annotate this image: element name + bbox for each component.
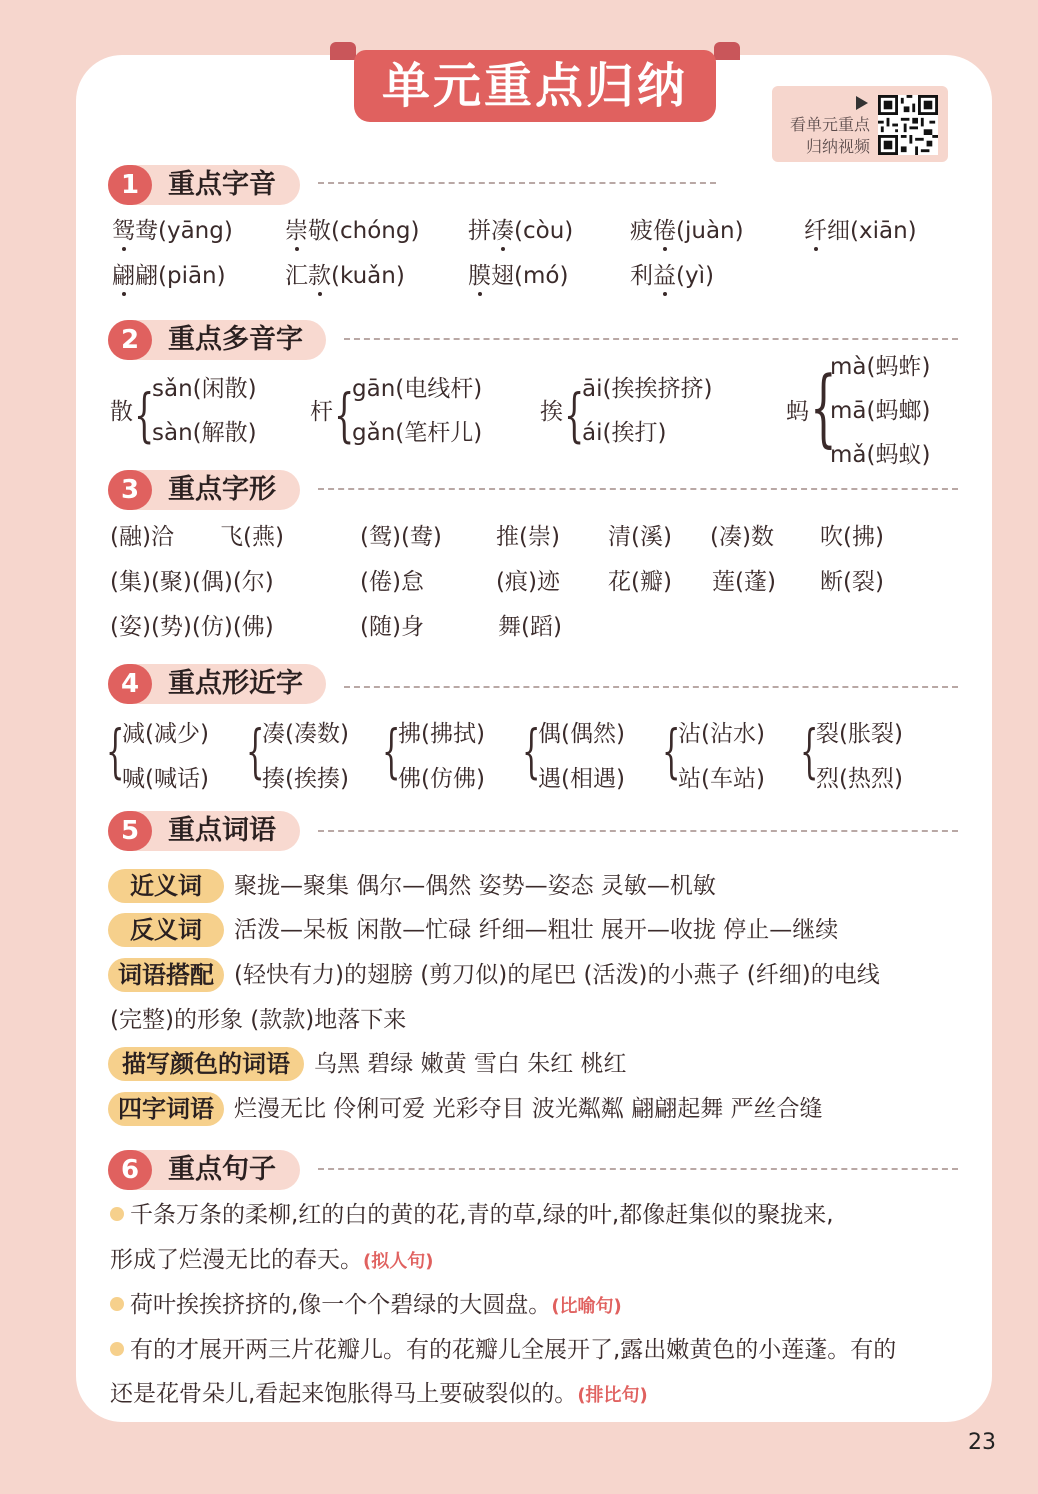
qr-code-icon[interactable]	[878, 95, 938, 155]
poly-char: 蚂	[786, 399, 809, 425]
section-number: 1	[108, 165, 152, 205]
pron-item: 疲倦(juàn)	[630, 218, 744, 244]
collocation-list: (轻快有力)的翅膀 (剪刀似)的尾巴 (活泼)的小燕子 (纤细)的电线	[234, 962, 880, 988]
similar-item: 拂(拂拭)	[398, 721, 485, 747]
poly-char: 挨	[540, 399, 563, 425]
video-qr-box[interactable]	[772, 86, 948, 162]
shape-item: (倦)怠	[360, 569, 424, 595]
shape-item: (集)(聚)(偶)(尔)	[110, 569, 274, 595]
shape-item: 舞(蹈)	[498, 614, 562, 640]
banner-tab-right	[714, 42, 740, 60]
similar-item: 遇(相遇)	[538, 766, 625, 792]
section-divider	[344, 338, 958, 340]
shape-item: 吹(拂)	[820, 524, 884, 550]
similar-item: 揍(挨揍)	[262, 766, 349, 792]
shape-item: 飞(燕)	[220, 524, 284, 550]
sentence-1-cont: 形成了烂漫无比的春天。(拟人句)	[110, 1247, 434, 1273]
shape-item: 花(瓣)	[608, 569, 672, 595]
poly-char: 散	[110, 399, 133, 425]
bullet-icon	[110, 1342, 124, 1356]
pron-item: 崇敬(chóng)	[285, 218, 420, 244]
shape-item: (痕)迹	[496, 569, 560, 595]
bullet-icon	[110, 1297, 124, 1311]
similar-item: 裂(胀裂)	[816, 721, 903, 747]
synonym-list: 聚拢—聚集 偶尔—偶然 姿势—姿态 灵敏—机敏	[234, 873, 716, 899]
tag-four-char-words: 四字词语	[108, 1092, 224, 1126]
shape-item: 推(崇)	[496, 524, 560, 550]
title-banner	[330, 42, 740, 124]
qr-label-line1: 看单元重点	[789, 115, 870, 134]
section-divider	[318, 488, 958, 490]
poly-char: 杆	[310, 399, 333, 425]
color-word-list: 乌黑 碧绿 嫩黄 雪白 朱红 桃红	[314, 1051, 627, 1077]
banner-tab-left	[330, 42, 356, 60]
shape-item: (鸳)(鸯)	[360, 524, 442, 550]
sentence-3: 有的才展开两三片花瓣儿。有的花瓣儿全展开了,露出嫩黄色的小莲蓬。有的	[110, 1335, 896, 1365]
similar-item: 凑(凑数)	[262, 721, 349, 747]
section-divider	[318, 182, 716, 184]
tag-color-words: 描写颜色的词语	[108, 1047, 304, 1081]
pron-item: 拼凑(còu)	[468, 218, 574, 244]
section-title: 重点字音	[168, 169, 276, 200]
section-divider	[318, 1168, 958, 1170]
shape-item: (随)身	[360, 614, 424, 640]
pron-item: 翩翩(piān)	[112, 263, 226, 289]
shape-item: (姿)(势)(仿)(佛)	[110, 614, 274, 640]
bullet-icon	[110, 1207, 124, 1221]
similar-item: 沾(沾水)	[678, 721, 765, 747]
antonym-list: 活泼—呆板 闲散—忙碌 纤细—粗壮 展开—收拢 停止—继续	[234, 917, 839, 943]
tag-collocations: 词语搭配	[108, 958, 224, 992]
page-title: 单元重点归纳	[354, 50, 716, 122]
tag-antonyms: 反义词	[108, 913, 224, 947]
collocation-list-cont: (完整)的形象 (款款)地落下来	[110, 1007, 407, 1033]
pron-item: 膜翅(mó)	[468, 263, 569, 289]
qr-label-line2: 归纳视频	[805, 137, 870, 156]
sentence-type-label: (比喻句)	[551, 1296, 622, 1317]
sentence-1: 千条万条的柔柳,红的白的黄的花,青的草,绿的叶,都像赶集似的聚拢来,	[110, 1200, 834, 1230]
sentence-type-label: (排比句)	[577, 1385, 648, 1406]
shape-item: 莲(蓬)	[712, 569, 776, 595]
sentence-3-cont: 还是花骨朵儿,看起来饱胀得马上要破裂似的。(排比句)	[110, 1381, 648, 1407]
similar-item: 佛(仿佛)	[398, 766, 485, 792]
sentence-type-label: (拟人句)	[363, 1251, 434, 1272]
pron-item: 鸳鸯(yāng)	[112, 218, 233, 244]
similar-item: 烈(热烈)	[816, 766, 903, 792]
pron-item: 汇款(kuǎn)	[285, 263, 405, 289]
tag-synonyms: 近义词	[108, 869, 224, 903]
shape-item: 清(溪)	[608, 524, 672, 550]
four-char-word-list: 烂漫无比 伶俐可爱 光彩夺目 波光粼粼 翩翩起舞 严丝合缝	[234, 1096, 823, 1122]
page-number: 23	[968, 1430, 996, 1455]
play-icon	[856, 96, 868, 110]
section-divider	[344, 686, 958, 688]
section-divider	[318, 830, 958, 832]
sentence-2: 荷叶挨挨挤挤的,像一个个碧绿的大圆盘。(比喻句)	[110, 1290, 622, 1322]
shape-item: 断(裂)	[820, 569, 884, 595]
brace: {	[134, 381, 155, 449]
similar-item: 喊(喊话)	[122, 766, 209, 792]
shape-item: (凑)数	[710, 524, 774, 550]
similar-item: 站(车站)	[678, 766, 765, 792]
similar-item: 减(减少)	[122, 721, 209, 747]
shape-item: (融)洽	[110, 524, 174, 550]
pron-item: 纤细(xiān)	[804, 218, 917, 244]
pron-item: 利益(yì)	[630, 263, 714, 289]
similar-item: 偶(偶然)	[538, 721, 625, 747]
